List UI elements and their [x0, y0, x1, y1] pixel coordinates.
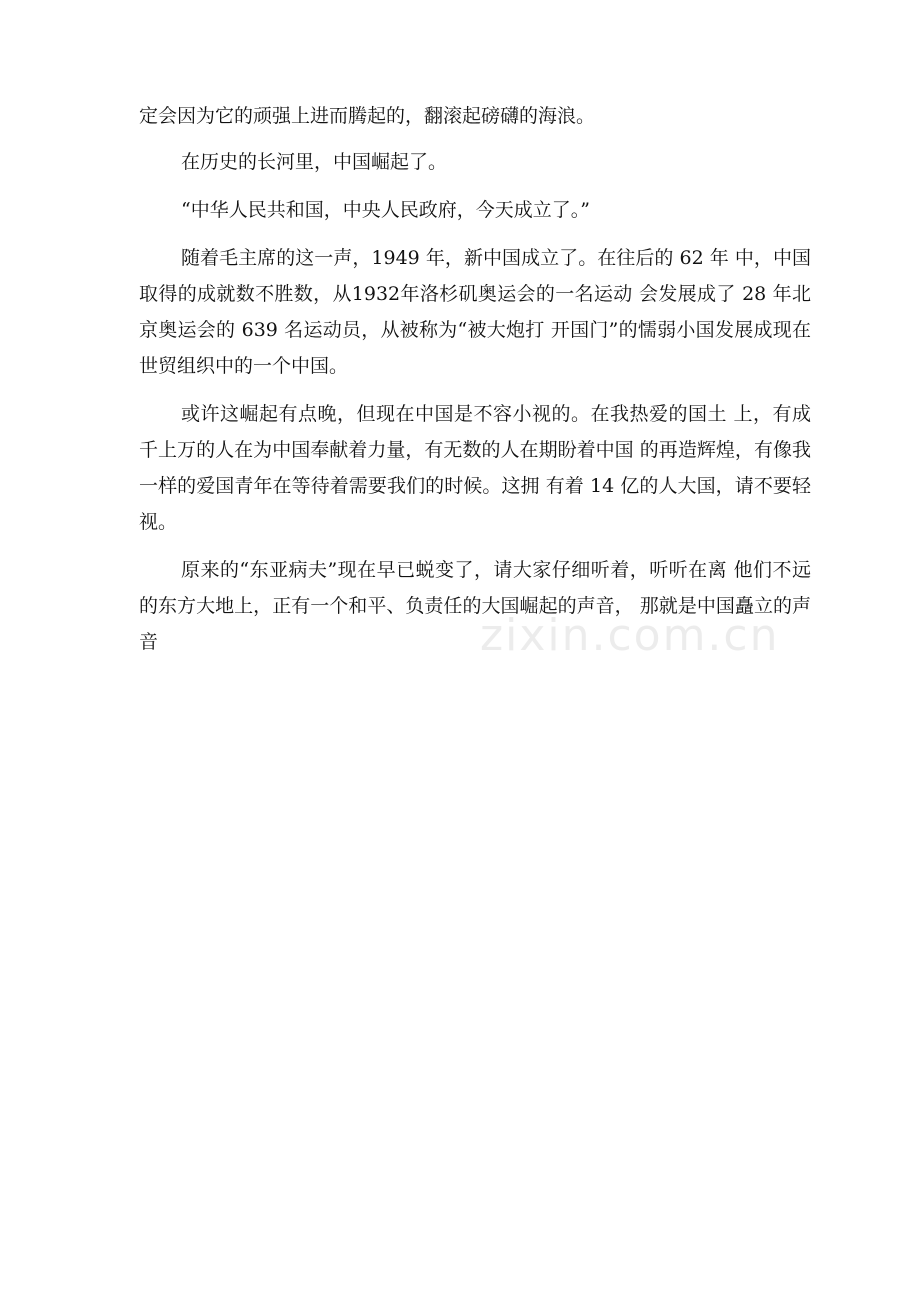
paragraph-1: 定会因为它的顽强上进而腾起的，翻滚起磅礴的海浪。 — [139, 105, 596, 127]
paragraph-4: 随着毛主席的这一声，1949 年，新中国成立了。在往后的 62 年 中，中国取得的成就数不胜数，从1932年洛杉矶奥运会的一名运动 会发展成了 28 年北京奥运会的 639 名运动员，从被称为“被大炮打 开国门”的懦弱小国发展成现在世贸组织中的一个中国。 — [139, 247, 811, 377]
paragraph-5: 或许这崛起有点晚，但现在中国是不容小视的。在我热爱的国土 上，有成千上万的人在为中国奉献着力量，有无数的人在期盼着中国 的再造辉煌，有像我一样的爱国青年在等待着需要我们的时候。这拥 有着 14 亿的人大国，请不要轻视。 — [139, 403, 811, 533]
paragraph-2: 在历史的长河里，中国崛起了。 — [181, 151, 448, 173]
paragraph-6: 原来的“东亚病夫”现在早已蜕变了，请大家仔细听着，听听在离 他们不远的东方大地上，正有一个和平、负责任的大国崛起的声音， 那就是中国矗立的声音 — [139, 559, 811, 653]
paragraph-3: “中华人民共和国，中央人民政府，今天成立了。” — [181, 199, 590, 221]
document-body — [139, 98, 811, 672]
watermark: zixin.com.cn — [480, 610, 780, 661]
